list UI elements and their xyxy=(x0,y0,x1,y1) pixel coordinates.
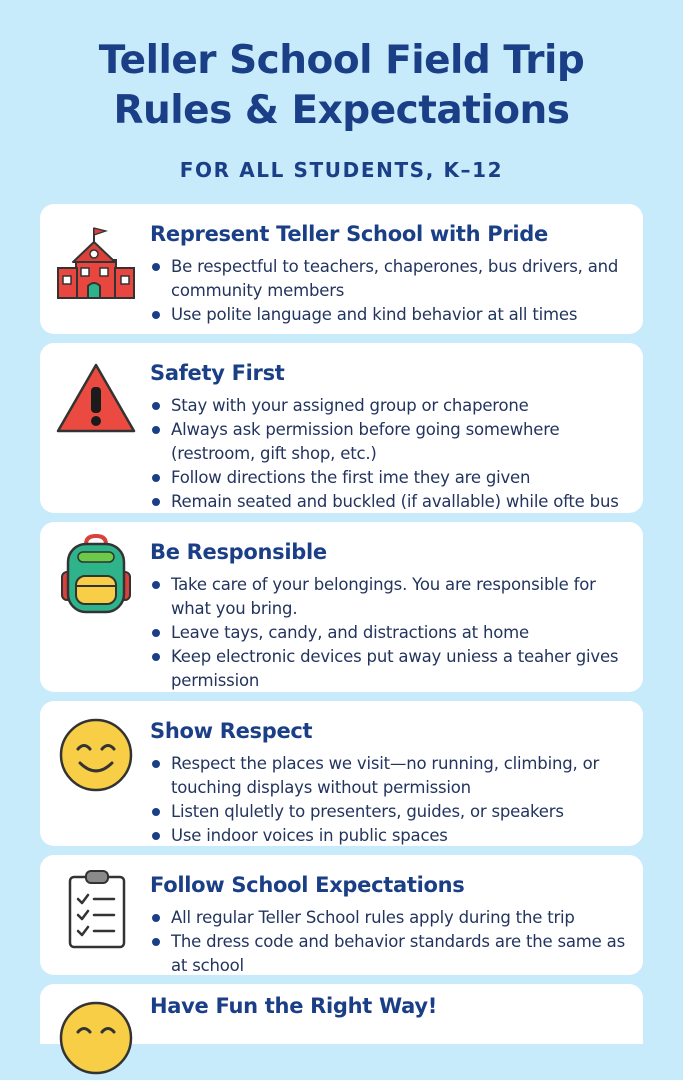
list-item: Use polite language and kind behavior at all times xyxy=(150,303,630,327)
list-item: Follow directions the first ime they are given xyxy=(150,466,630,490)
warning-triangle-icon xyxy=(54,355,138,439)
rule-list xyxy=(150,573,630,693)
smiley-face-icon xyxy=(54,713,138,797)
title-line-1: Teller School Field Trip xyxy=(98,38,585,83)
list-item: Always ask permission before going somewhere (restroom, gift shop, etc.) xyxy=(150,418,630,466)
list-item: Listen qluletly to presenters, guides, or speakers xyxy=(150,800,630,824)
list-item: Use indoor voices in public spaces xyxy=(150,824,630,848)
rule-list xyxy=(150,255,630,327)
rule-list xyxy=(150,752,630,848)
list-item: All regular Teller School rules apply during the trip xyxy=(150,906,630,930)
page-subtitle: FOR ALL STUDENTS, K–12 xyxy=(179,158,504,182)
section-safety-card xyxy=(40,343,643,513)
section-title: Be Responsible xyxy=(150,540,327,564)
rule-list xyxy=(150,394,630,514)
list-item: Take care of your belongings. You are responsible for what you bring. xyxy=(150,573,630,621)
list-item: Stay with your assigned group or chaperone xyxy=(150,394,630,418)
section-respect-card xyxy=(40,701,643,846)
section-pride-card xyxy=(40,204,643,334)
list-item: Keep electronic devices put away uniess a teaher gives permission xyxy=(150,645,630,693)
list-item: Remain seated and buckled (if avallable) while ofte bus xyxy=(150,490,630,514)
section-title: Show Respect xyxy=(150,719,313,743)
title-line-2: Rules & Expectations xyxy=(113,88,570,133)
section-title: Safety First xyxy=(150,361,285,385)
list-item: Be respectful to teachers, chaperones, bus drivers, and community members xyxy=(150,255,630,303)
clipboard-checklist-icon xyxy=(54,867,138,951)
section-responsible-card xyxy=(40,522,643,692)
backpack-icon xyxy=(54,532,138,616)
happy-face-icon xyxy=(54,996,138,1080)
section-title: Follow School Expectations xyxy=(150,873,465,897)
section-title: Represent Teller School with Pride xyxy=(150,222,548,246)
section-fun-card xyxy=(40,984,643,1044)
list-item: Leave tays, candy, and distractions at home xyxy=(150,621,630,645)
list-item: The dress code and behavior standards are the same as at school xyxy=(150,930,630,978)
rule-list xyxy=(150,906,630,978)
section-expectations-card xyxy=(40,855,643,975)
section-title: Have Fun the Right Way! xyxy=(150,994,438,1018)
page-title xyxy=(0,36,683,136)
list-item: Respect the places we visit—no running, climbing, or touching displays without permission xyxy=(150,752,630,800)
school-building-icon xyxy=(54,224,138,308)
